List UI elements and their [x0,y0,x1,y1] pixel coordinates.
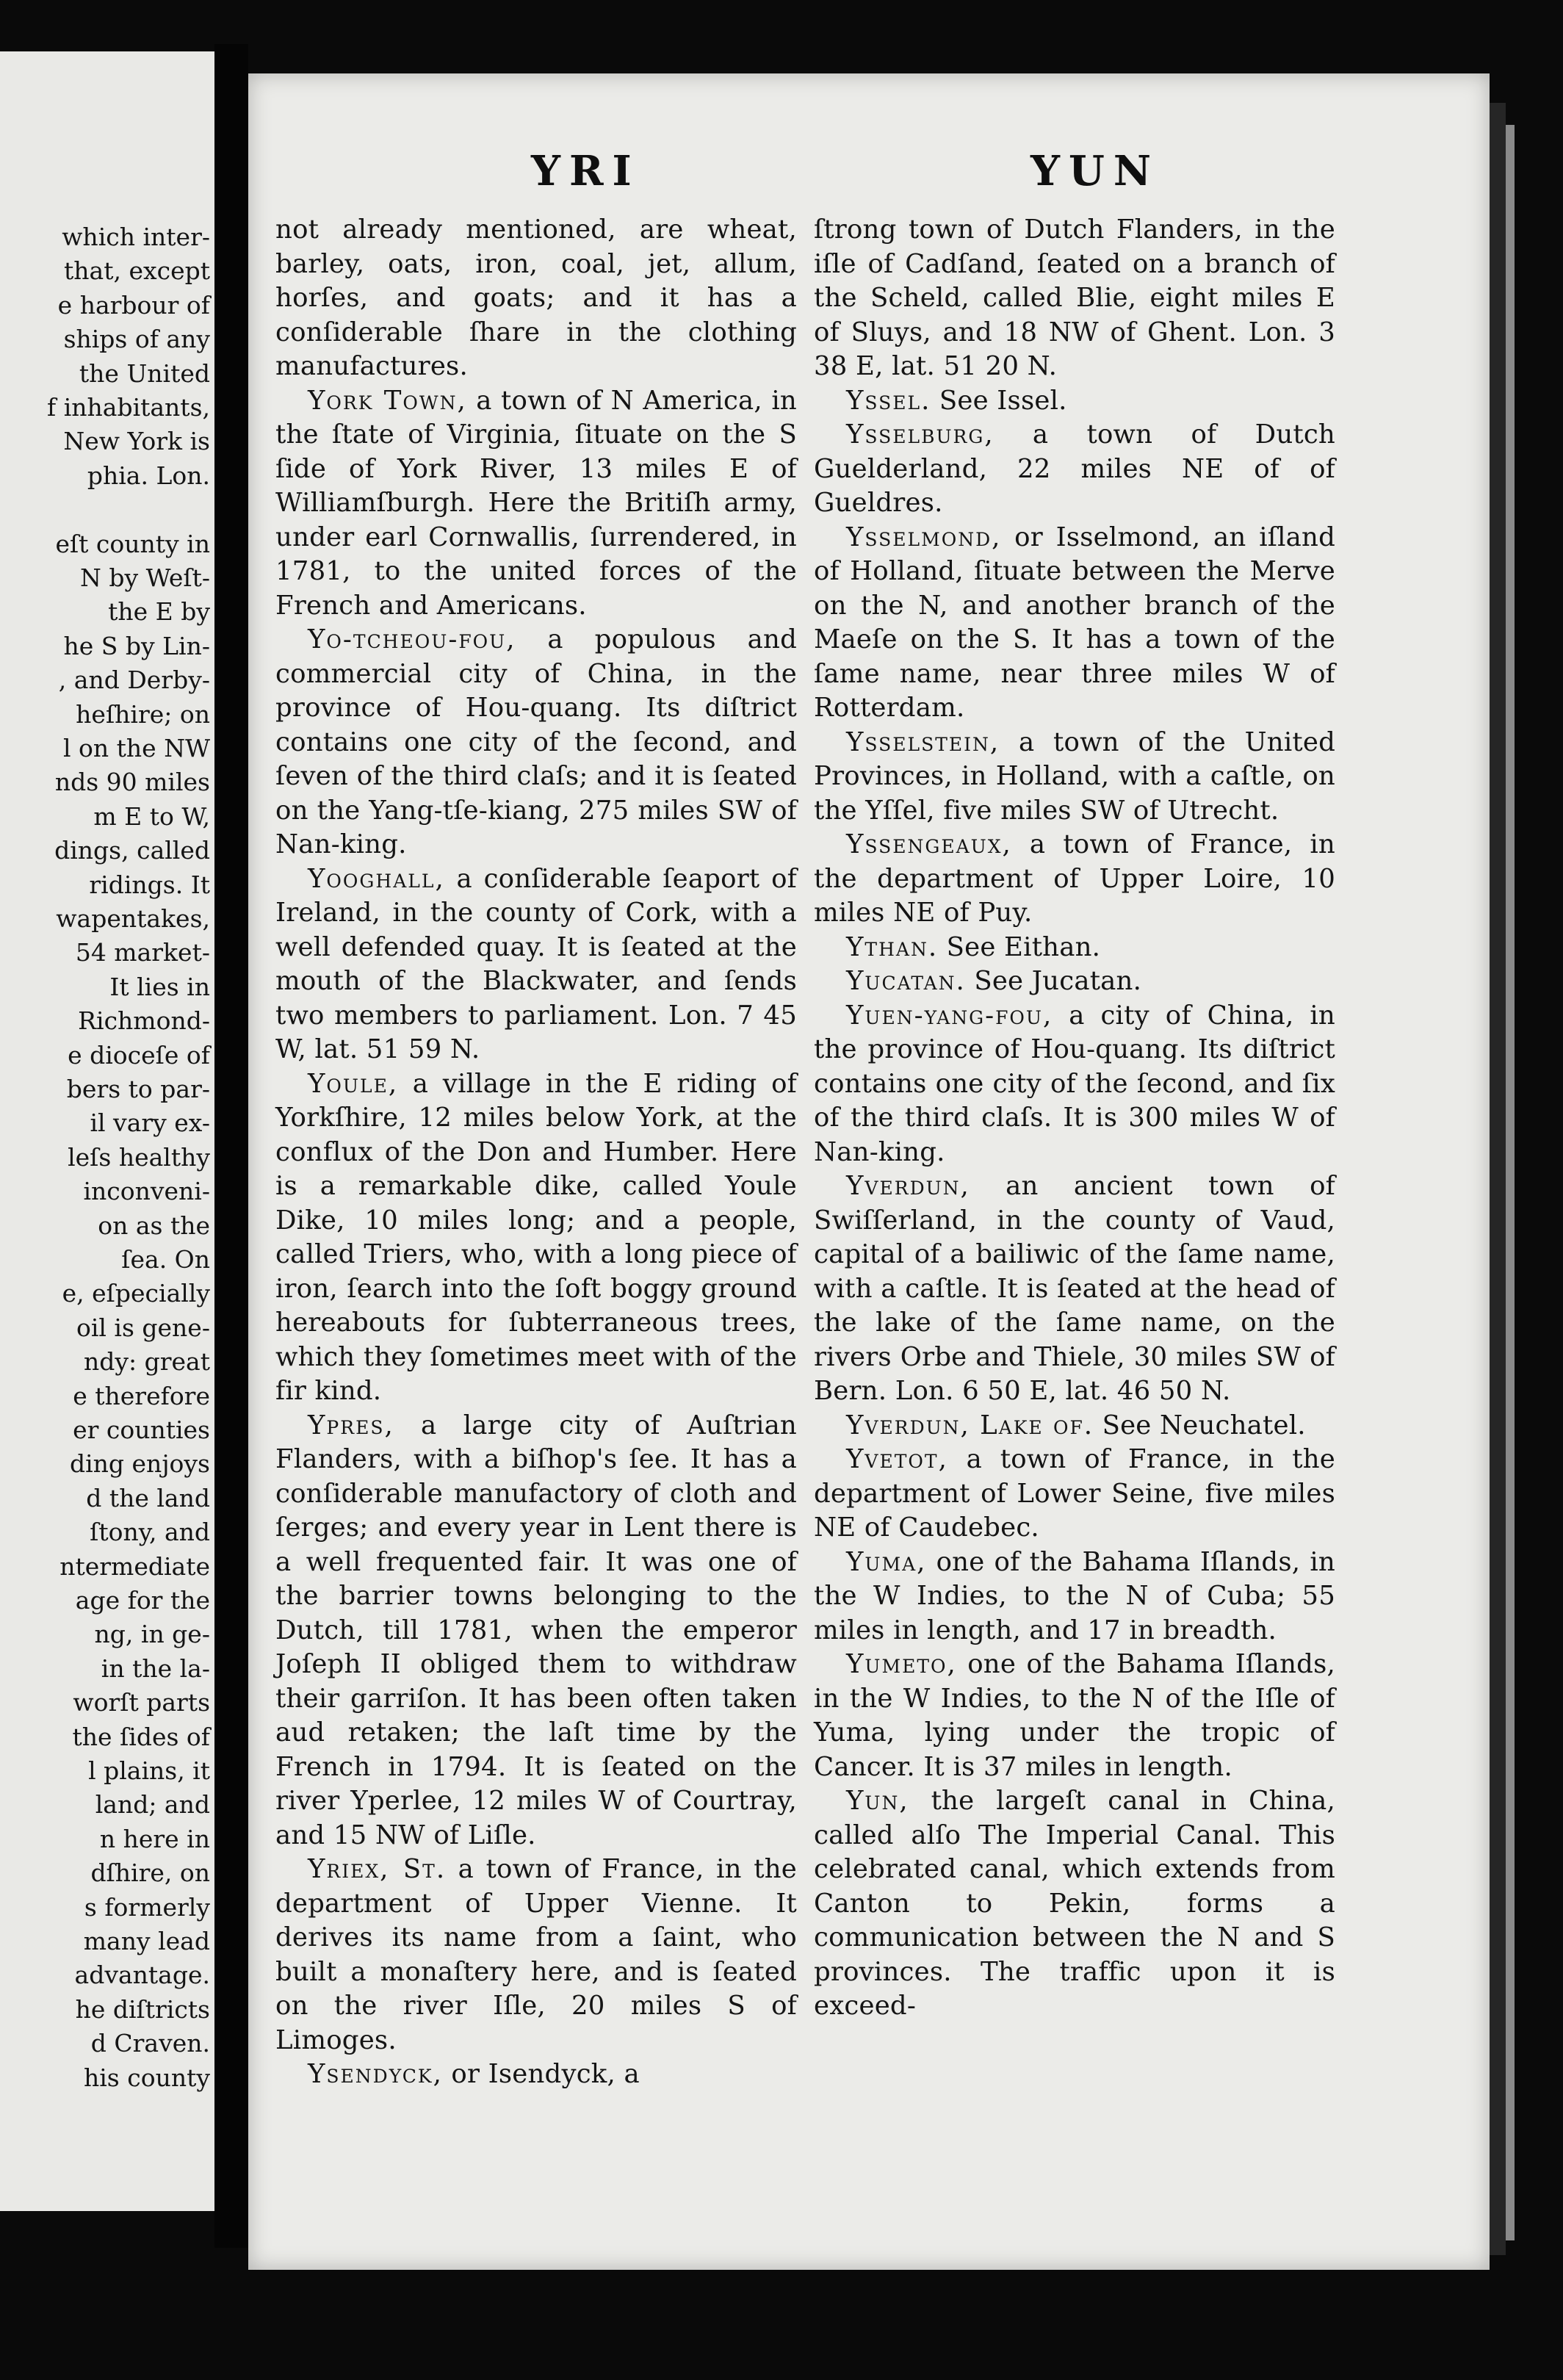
entry-text: See Eithan. [938,931,1101,962]
entry-headword: Yucatan. [846,966,966,996]
running-head-right: YUN [1030,147,1160,195]
facing-page-line: f inhabitants, [47,393,210,422]
facing-page-line: , and Derby- [58,666,210,695]
facing-page-line: wapentakes, [56,904,210,933]
dictionary-entry [275,623,797,862]
entry-headword: Yvetot, [846,1444,948,1474]
right-column [814,213,1335,2024]
facing-page-line: ding enjoys [69,1449,210,1479]
facing-page-line: n here in [99,1824,210,1853]
facing-page-line: dſhire, on [90,1858,210,1888]
facing-page-line: s formerly [84,1892,210,1922]
entry-headword: Yo-tcheou-fou, [308,624,516,654]
facing-page-line: e therefore [73,1381,210,1410]
entry-text: a village in the E riding of Yorkſhire, 12 miles below York, at the conflux of the Don and Humber. Here is a remarkable dike, called Youle Dike, 10 miles long; and a people, called Triers, who, with a long piece of iron, ſearch into the ſoft boggy ground hereabouts for ſubterraneous trees, which they ſometimes meet with of the fir kind. [275,1068,797,1406]
entry-headword: Youle, [308,1068,399,1099]
entry-headword: Ysselmond, [846,522,1002,552]
entry-headword: Yuma, [846,1546,927,1577]
facing-page-line: nds 90 miles [54,768,210,797]
facing-page-line: eſt county in [55,529,210,558]
facing-page-line: advantage. [74,1961,210,1990]
entry-text: the largeſt canal in China, called alſo The Imperial Canal. This celebrated canal, which extends from Canton to Pekin, forms a communication between the N and S provinces. The traffic upon it is exceed- [814,1786,1335,2021]
running-head-left: YRI [531,147,640,195]
entry-text: a city of China, in the province of Hou-quang. Its diſtrict contains one city of the ſecond, and ſix of the third claſs. It is 300 miles W of Nan-king. [814,1000,1335,1167]
entry-text: one of the Bahama Iſlands, in the W Indies, to the N of Cuba; 55 miles in length, and 17 in breadth. [814,1546,1335,1645]
facing-page-line: bers to par- [66,1075,210,1103]
entry-headword: Ysselburg, [846,419,995,450]
entry-headword: Yssengeaux, [846,829,1012,859]
facing-page-line: New York is [63,427,210,456]
entry-headword: Ypres, [308,1410,394,1440]
dictionary-entry [275,213,797,384]
dictionary-page [248,73,1490,2270]
facing-page-line: dings, called [54,836,210,865]
entry-headword: Yumeto, [846,1649,957,1679]
entry-text: a town of France, in the department of Upper Loire, 10 miles NE of Puy. [814,829,1335,928]
entry-text: See Jucatan. [965,966,1142,996]
entry-text: a town of France, in the department of Lower Seine, five miles NE of Caudebec. [814,1444,1335,1543]
dictionary-entry [814,931,1335,965]
dictionary-entry [814,1169,1335,1409]
entry-text: a conſiderable ſeaport of Ireland, in the county of Cork, with a well defended quay. It is ſeated at the mouth of the Blackwater, and ſends two members to parliament. Lon. 7 45 W, lat. 51 59 N. [275,863,797,1064]
dictionary-entry [275,1067,797,1409]
facing-page-line: phia. Lon. [87,461,210,490]
facing-page-line: the E by [108,597,210,627]
entry-text: or Isselmond, an iſland of Holland, ſituate between the Merve on the N, and another branch of the Maeſe on the S. It has a town of the ſame name, near three miles W of Rotterdam. [814,522,1335,723]
dictionary-entry [814,828,1335,931]
dictionary-entry [275,1409,797,1853]
entry-headword: Yverdun, Lake of. [846,1410,1094,1440]
facing-page-line: ships of any [63,325,210,354]
facing-page-line: on as the [98,1211,210,1240]
facing-page-line: N by Weſt- [79,563,210,592]
facing-page-line: oil is gene- [76,1313,210,1342]
facing-page-line: 54 market- [75,938,210,967]
facing-page-line: d the land [86,1483,210,1512]
facing-page-line: the United [79,358,210,388]
entry-text: not already mentioned, are wheat, barley, oats, iron, coal, jet, allum, horſes, and goats; and it has a conſiderable ſhare in the clothing manufactures. [275,214,797,381]
facing-page-line: il vary ex- [90,1108,210,1138]
facing-page-line: heſhire; on [76,699,210,729]
facing-page-line: leſs healthy [68,1142,210,1172]
dictionary-entry [814,213,1335,384]
dictionary-entry [275,1853,797,2058]
book-gutter [214,44,248,2248]
entry-headword: Yriex, St. [308,1854,447,1884]
dictionary-entry [275,862,797,1067]
facing-page-line: e, eſpecially [62,1279,210,1308]
dictionary-entry [814,999,1335,1170]
facing-page-line: which inter- [62,223,210,251]
dictionary-entry [275,384,797,624]
facing-page-line: land; and [95,1790,210,1820]
entry-text: a populous and commercial city of China, in the province of Hou-quang. Its diſtrict contains one city of the ſecond, and ſeven of the third claſs; and it is ſeated on the Yang-tſe-kiang, 275 miles SW of Nan-king. [275,624,797,859]
dictionary-entry [814,726,1335,829]
entry-headword: Yverdun, [846,1171,970,1201]
facing-page-fragment [0,51,225,2211]
facing-page-line: the ſides of [72,1722,210,1751]
entry-headword: Yuen-yang-fou, [846,1000,1053,1031]
facing-page-line: age for the [75,1586,210,1615]
facing-page-line: l plains, it [88,1756,210,1785]
entry-text: a town of France, in the department of Upper Vienne. It derives its name from a ſaint, who built a monaſtery here, and is ſeated on the river Iſle, 20 miles S of Limoges. [275,1854,797,2055]
facing-page-line: d Craven. [90,2029,210,2058]
dictionary-entry [814,964,1335,999]
entry-headword: Ythan. [846,931,939,962]
dictionary-entry [814,418,1335,521]
entry-text: a town of the United Provinces, in Holland, with a caſtle, on the Yſſel, five miles SW of Utrecht. [814,726,1335,826]
entry-headword: Yun, [846,1786,909,1816]
facing-page-line: e harbour of [57,290,210,320]
dictionary-entry [814,1648,1335,1784]
facing-page-line: ng, in ge- [94,1620,210,1649]
facing-page-line: ſtony, and [90,1518,210,1547]
facing-page-line: ntermediate [59,1551,210,1581]
entry-text: ſtrong town of Dutch Flanders, in the iſle of Cadſand, ſeated on a branch of the Scheld, called Blie, eight miles E of Sluys, and 18 NW of Ghent. Lon. 3 38 E, lat. 51 20 N. [814,214,1335,381]
facing-page-line: that, except [64,256,210,286]
entry-headword: Yssel. [846,385,931,416]
facing-page-line: Richmond- [78,1006,210,1036]
entry-text: See Neuchatel. [1094,1410,1306,1440]
dictionary-entry [814,1784,1335,2024]
facing-page-line: ſea. On [121,1245,210,1274]
facing-page-line: It lies in [109,972,210,1001]
entry-headword: Ysendyck, [308,2059,443,2089]
facing-page-line: inconveni- [83,1177,210,1206]
entry-text: a large city of Auſtrian Flanders, with a biſhop's ſee. It has a conſiderable manufactory of cloth and ſerges; and every year in Lent there is a well frequented fair. It was one of the barrier towns belonging to the Dutch, till 1781, when the emperor Joſeph II obliged them to withdraw their garriſon. It has been often taken aud retaken; the laſt time by the French in 1794. It is ſeated on the river Yperlee, 12 miles W of Courtray, and 15 NW of Liſle. [275,1410,797,1850]
facing-page-line: er counties [73,1416,210,1444]
facing-page-line: worſt parts [73,1688,210,1717]
entry-text: an ancient town of Swiſſerland, in the county of Vaud, capital of a bailiwic of the ſame name, with a caſtle. It is ſeated at the head of the lake of the ſame name, on the rivers Orbe and Thiele, 30 miles SW of Bern. Lon. 6 50 E, lat. 46 50 N. [814,1171,1335,1406]
facing-page-line: ndy: great [84,1347,210,1377]
entry-text: or Isendyck, a [442,2059,640,2089]
entry-text: a town of N America, in the ſtate of Virginia, ſituate on the S ſide of York River, 13 miles E of Williamſburgh. Here the Britiſh army, under earl Cornwallis, ſurrendered, in 1781, to the united forces of the French and Americans. [275,385,797,621]
entry-headword: York Town, [308,385,467,416]
page-edge-highlight [1506,125,1515,2240]
facing-page-line: l on the NW [63,734,210,762]
entry-headword: Ysselstein, [846,726,1000,757]
dictionary-entry [814,1546,1335,1648]
page-edge-shadow [1490,103,1506,2255]
facing-page-line: in the la- [101,1654,210,1683]
facing-page-line: m E to W, [93,801,210,831]
facing-page-line: his county [84,2063,210,2092]
facing-page-line: he diſtricts [75,1994,210,2024]
dictionary-entry [275,2058,797,2092]
facing-page-line: many lead [83,1927,210,1955]
facing-page-line: e dioceſe of [68,1040,210,1070]
dictionary-entry [814,1409,1335,1443]
left-column [275,213,797,2092]
entry-headword: Yooghall, [308,863,445,894]
entry-text: a town of Dutch Guelderland, 22 miles NE of of Gueldres. [814,419,1335,518]
dictionary-entry [814,1443,1335,1546]
dictionary-entry [814,521,1335,726]
entry-text: one of the Bahama Iſlands, in the W Indies, to the N of the Iſle of Yuma, lying under the tropic of Cancer. It is 37 miles in length. [814,1649,1335,1782]
facing-page-line: he S by Lin- [63,631,210,660]
dictionary-entry [814,384,1335,419]
facing-page-line: ridings. It [89,870,210,899]
entry-text: See Issel. [931,385,1067,416]
